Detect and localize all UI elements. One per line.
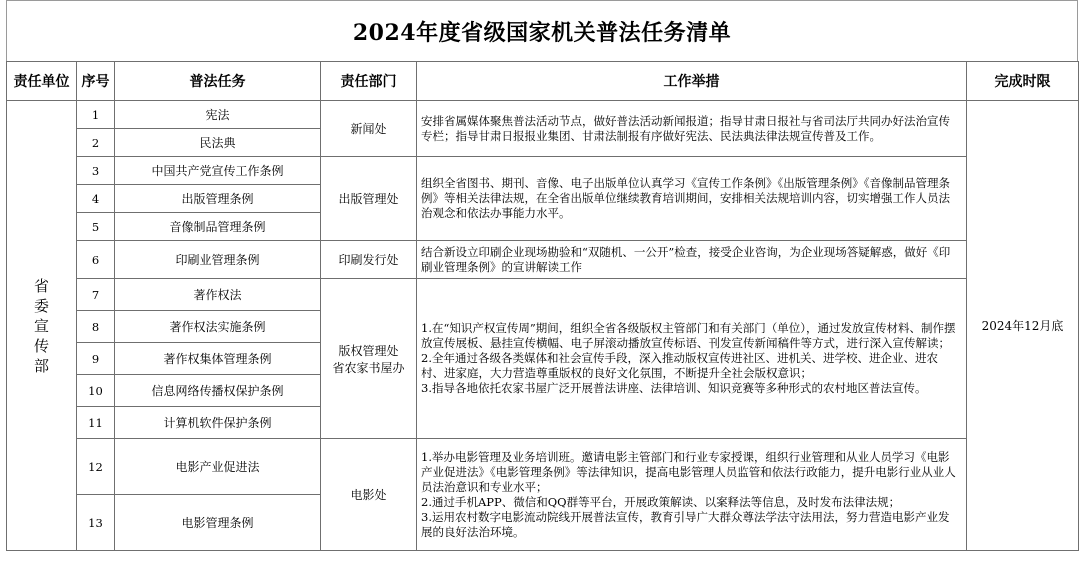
task-name: 印刷业管理条例 bbox=[115, 241, 321, 279]
unit-char: 宣 bbox=[33, 316, 49, 335]
header-row bbox=[7, 62, 1079, 101]
measures-cell bbox=[417, 157, 967, 241]
table-row bbox=[7, 439, 1079, 495]
measures-cell bbox=[417, 101, 967, 157]
task-name: 电影产业促进法 bbox=[115, 439, 321, 495]
dept-line: 版权管理处 bbox=[338, 343, 399, 358]
dept-cell: 印刷发行处 bbox=[321, 241, 417, 279]
measures-cell bbox=[417, 439, 967, 551]
task-name: 出版管理条例 bbox=[115, 185, 321, 213]
table-row bbox=[7, 241, 1079, 279]
dept-cell bbox=[321, 279, 417, 439]
unit-char: 省 bbox=[33, 276, 49, 295]
measure-text: 1.举办电影管理及业务培训班。邀请电影主管部门和行业专家授课，组织行业管理和从业人员学习《电影产业促进法》《电影管理条例》等法律知识，提高电影管理人员监管和依法行政能力，提升电影行业从业人员法治意识和专业水平； bbox=[421, 449, 956, 494]
task-name: 宪法 bbox=[115, 101, 321, 129]
dept-cell: 电影处 bbox=[321, 439, 417, 551]
task-number: 4 bbox=[77, 185, 115, 213]
document-title: 2024年度省级国家机关普法任务清单 bbox=[6, 0, 1078, 61]
header-measures: 工作举措 bbox=[417, 62, 967, 101]
task-number: 7 bbox=[77, 279, 115, 311]
task-number: 12 bbox=[77, 439, 115, 495]
task-table bbox=[6, 61, 1079, 551]
task-name: 音像制品管理条例 bbox=[115, 213, 321, 241]
task-name: 信息网络传播权保护条例 bbox=[115, 375, 321, 407]
header-no: 序号 bbox=[77, 62, 115, 101]
unit-char: 委 bbox=[33, 296, 49, 315]
measure-text: 1.在“知识产权宣传周”期间，组织全省各级版权主管部门和有关部门（单位），通过发放宣传材料、制作摆放宣传展板、悬挂宣传横幅、电子屏滚动播放宣传标语、刊发宣传新闻稿件等方式，进行深入宣传解读； bbox=[421, 321, 956, 350]
measure-text: 3.运用农村数字电影流动院线开展普法宣传，教育引导广大群众尊法学法守法用法，努力营造电影产业发展的良好法治环境。 bbox=[421, 509, 950, 539]
unit-char: 部 bbox=[33, 356, 49, 375]
measures-cell bbox=[417, 241, 967, 279]
task-name: 著作权法 bbox=[115, 279, 321, 311]
task-name: 电影管理条例 bbox=[115, 495, 321, 551]
measures-cell bbox=[417, 279, 967, 439]
deadline-cell: 2024年12月底 bbox=[967, 101, 1079, 551]
header-deadline: 完成时限 bbox=[967, 62, 1079, 101]
measure-text: 2.通过手机APP、微信和QQ群等平台，开展政策解读、以案释法等信息，及时发布法律法规； bbox=[421, 494, 901, 509]
task-number: 13 bbox=[77, 495, 115, 551]
task-number: 2 bbox=[77, 129, 115, 157]
task-number: 10 bbox=[77, 375, 115, 407]
task-name: 著作权法实施条例 bbox=[115, 311, 321, 343]
measure-text: 3.指导各地依托农家书屋广泛开展普法讲座、法律培训、知识竞赛等多种形式的农村地区普法宣传。 bbox=[421, 381, 927, 395]
task-number: 9 bbox=[77, 343, 115, 375]
measure-text: 安排省属媒体聚焦普法活动节点，做好普法活动新闻报道；指导甘肃日报社与省司法厅共同办好法治宣传专栏；指导甘肃日报报业集团、甘肃法制报有序做好宪法、民法典法律法规宣传普及工作。 bbox=[421, 113, 950, 143]
unit-char: 传 bbox=[33, 336, 49, 355]
task-number: 11 bbox=[77, 407, 115, 439]
measure-text: 组织全省图书、期刊、音像、电子出版单位认真学习《宣传工作条例》《出版管理条例》《音像制品管理条例》等相关法律法规，在全省出版单位继续教育培训期间，安排相关法规培训内容，切实增强工作人员法治观念和依法办事能力水平。 bbox=[421, 176, 950, 220]
task-number: 5 bbox=[77, 213, 115, 241]
task-number: 3 bbox=[77, 157, 115, 185]
table-row bbox=[7, 157, 1079, 185]
task-name: 著作权集体管理条例 bbox=[115, 343, 321, 375]
header-task: 普法任务 bbox=[115, 62, 321, 101]
task-name: 民法典 bbox=[115, 129, 321, 157]
task-name: 中国共产党宣传工作条例 bbox=[115, 157, 321, 185]
header-unit: 责任单位 bbox=[7, 62, 77, 101]
header-dept: 责任部门 bbox=[321, 62, 417, 101]
task-number: 8 bbox=[77, 311, 115, 343]
measure-text: 结合新设立印刷企业现场勘验和“双随机、一公开”检查，接受企业咨询，为企业现场答疑解惑，做好《印刷业管理条例》的宣讲解读工作 bbox=[421, 244, 951, 274]
responsible-unit-cell bbox=[7, 101, 77, 551]
task-name: 计算机软件保护条例 bbox=[115, 407, 321, 439]
dept-line: 省农家书屋办 bbox=[332, 360, 405, 375]
measure-text: 2.全年通过各级各类媒体和社会宣传手段，深入推动版权宣传进社区、进机关、进学校、进企业、进农村、进家庭，大力营造尊重版权的良好文化氛围，不断提升全社会版权意识； bbox=[421, 351, 938, 380]
dept-cell: 出版管理处 bbox=[321, 157, 417, 241]
dept-cell: 新闻处 bbox=[321, 101, 417, 157]
document-sheet bbox=[6, 0, 1078, 551]
table-row bbox=[7, 101, 1079, 129]
task-number: 1 bbox=[77, 101, 115, 129]
task-number: 6 bbox=[77, 241, 115, 279]
table-row bbox=[7, 279, 1079, 311]
